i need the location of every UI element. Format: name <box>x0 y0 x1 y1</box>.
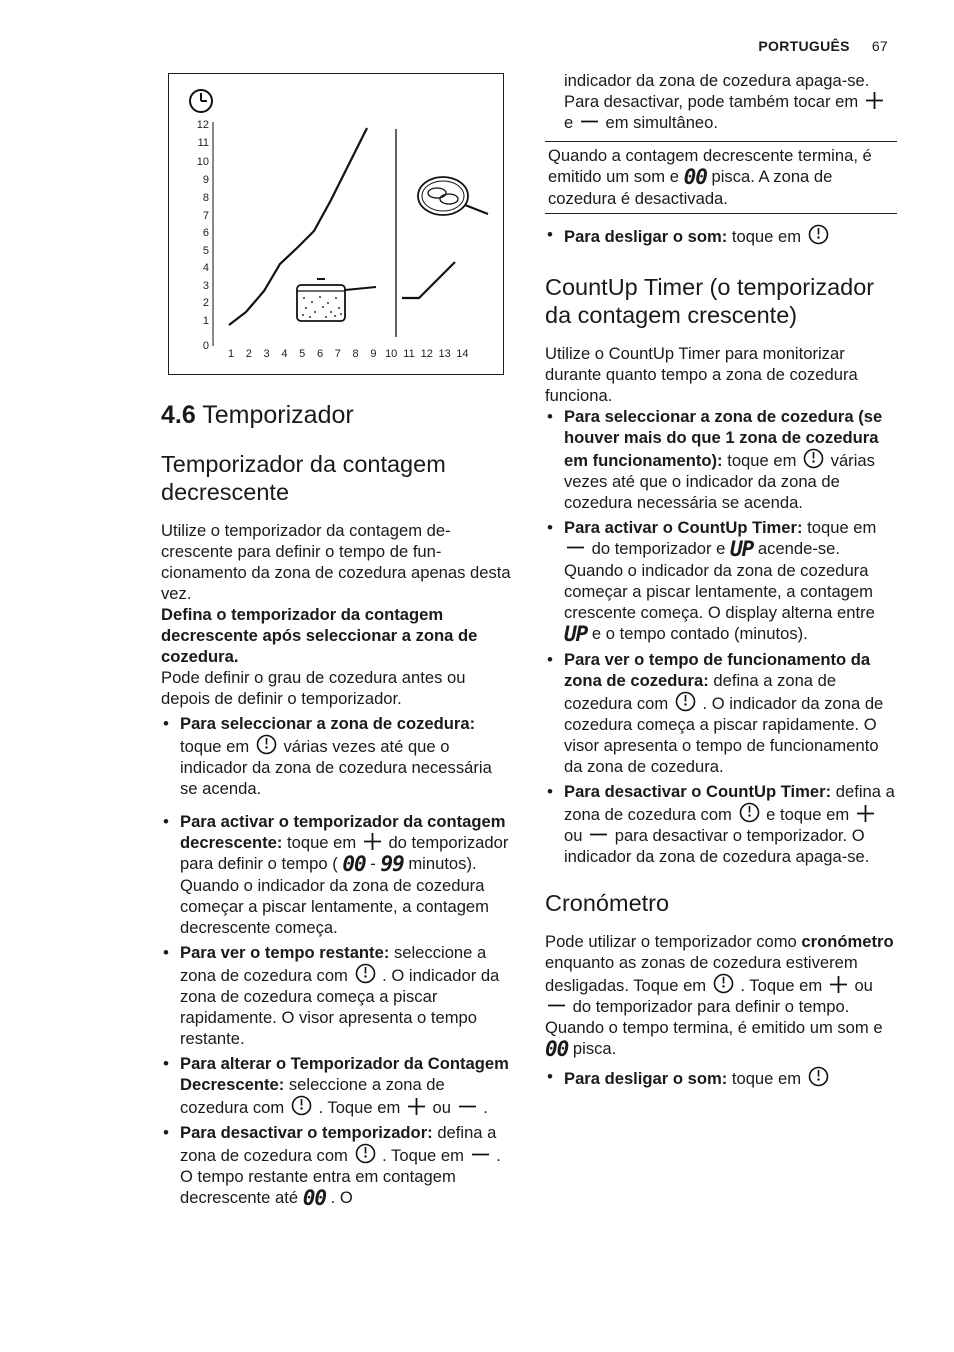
step-label: Para activar o temporizador da contagem decrescente: <box>180 812 506 852</box>
header-language: PORTUGUÊS <box>758 38 850 54</box>
sound-steps <box>545 224 897 247</box>
step-text: . Toque em <box>740 976 823 995</box>
step-text: ou <box>432 1098 451 1117</box>
display-00-icon: 00 <box>545 1037 569 1061</box>
x-tick-label: 5 <box>299 348 306 360</box>
info-box <box>545 141 897 214</box>
step-text: . O <box>330 1188 353 1207</box>
step-text: toque em <box>727 451 797 470</box>
step-text: toque em <box>807 518 877 537</box>
x-tick-label: 1 <box>227 348 235 360</box>
plus-icon <box>829 975 848 994</box>
minus-icon <box>458 1097 477 1116</box>
plus-icon <box>407 1097 426 1116</box>
display-00-icon: 00 <box>302 1186 326 1210</box>
section-heading <box>161 400 513 430</box>
section-title: Temporizador <box>202 401 354 429</box>
step-text: pisca. <box>572 1039 617 1058</box>
list-item <box>545 649 897 777</box>
y-tick-label: 3 <box>202 280 209 292</box>
display-00-icon: 00 <box>683 165 707 189</box>
step-text: várias vezes até que o indicador da zona de cozedura necessária se acenda. <box>564 451 875 512</box>
display-00-icon: 00 <box>342 852 366 876</box>
y-tick-label: 12 <box>196 119 209 131</box>
step-text: e o tempo contado (minutos). <box>591 624 808 643</box>
timer-key-icon <box>256 734 277 755</box>
step-label: Para desligar o som: <box>564 227 728 246</box>
x-tick-label: 8 <box>352 348 359 360</box>
step-label: Para seleccionar a zona de cozedura (se houver mais do que 1 zona de cozedura em funcionamento): <box>564 407 883 470</box>
step-label: Para alterar o Temporizador da Contagem Decrescente: <box>180 1054 509 1094</box>
plus-icon <box>856 804 875 823</box>
timer-key-icon <box>675 691 696 712</box>
countup-intro: Utilize o CountUp Timer para monitorizar durante quanto tempo a zona de cozedura funciona. <box>545 344 858 405</box>
y-tick-labels <box>197 119 209 352</box>
list-item <box>545 1066 897 1089</box>
step-text: defina a zona de cozedura com <box>180 1123 497 1165</box>
step-text: várias vezes até que o indicador da zona de cozedura necessária se acenda. <box>180 737 492 798</box>
x-tick-label: 12 <box>420 348 433 360</box>
left-column <box>161 400 513 1209</box>
x-tick-label: 7 <box>334 348 341 360</box>
y-tick-label: 8 <box>202 192 209 204</box>
step-text: defina a zona de cozedura com <box>564 671 837 713</box>
minus-icon <box>589 825 608 844</box>
step-text: acende-se. Quando o indicador da zona de cozedura começar a piscar lentamente, a contagem crescente começa. O display alterna entre <box>564 539 875 622</box>
countdown-intro: Utilize o temporizador da contagem decrescente para definir o tempo de funcionamento da zona de cozedura apenas desta vez. <box>161 521 511 603</box>
x-tick-label: 11 <box>403 348 415 360</box>
y-tick-label: 1 <box>202 315 209 327</box>
step-text: indicador da zona de cozedura apaga-se. Para desactivar, pode também tocar em <box>564 71 870 111</box>
plus-icon <box>865 91 884 110</box>
step-text: e toque em <box>766 805 850 824</box>
step-text: . O indicador da zona de cozedura começa a piscar rapidamente. O visor apresenta o tempo de funcionamento da zona de cozedura. <box>564 694 884 776</box>
list-item <box>545 224 897 247</box>
step-text: cronómetro <box>801 932 894 951</box>
y-tick-label: 4 <box>202 262 209 274</box>
step-label: Para activar o CountUp Timer: <box>564 518 803 537</box>
step-text: . <box>483 1098 488 1117</box>
list-item <box>161 942 513 1049</box>
step-text: para desactivar o temporizador. O indicador da zona de cozedura apaga-se. <box>564 826 870 866</box>
step-text: . Toque em <box>318 1098 401 1117</box>
step-text: ou <box>564 826 583 845</box>
timer-key-icon <box>803 448 824 469</box>
timer-figure <box>168 73 504 375</box>
minus-icon <box>471 1145 490 1164</box>
frying-pan-icon <box>418 177 488 215</box>
step-text: em simultâneo. <box>605 113 719 132</box>
step-text: defina a zona de cozedura com <box>564 782 895 824</box>
step-text: Pode utilizar o temporizador como <box>545 932 797 951</box>
bold-note: Defina o temporizador da contagem decrescente após seleccionar a zona de cozedura. <box>161 605 478 666</box>
note: Pode definir o grau de cozedura antes ou depois de definir o temporizador. <box>161 668 466 708</box>
countdown-heading: Temporizador da contagem decrescente <box>161 451 446 505</box>
display-99-icon: 99 <box>380 852 404 876</box>
timer-key-icon <box>808 1066 829 1087</box>
y-tick-label: 0 <box>202 340 209 352</box>
page-number: 67 <box>871 38 888 54</box>
step-text: do temporizador para definir o tempo. Quando o tempo termina, é emitido um som e <box>545 997 883 1037</box>
step-text: do temporizador para definir o tempo ( <box>180 833 509 873</box>
timer-key-icon <box>355 963 376 984</box>
x-tick-label: 13 <box>438 348 451 360</box>
step-text: enquanto as zonas de cozedura estiverem desligadas. Toque em <box>545 953 858 995</box>
step-text: . Toque em <box>382 1146 464 1165</box>
continued-text <box>545 70 897 133</box>
countup-steps <box>545 406 897 867</box>
info-text: Quando a contagem decrescente termina, é emitido um som e <box>548 146 872 186</box>
minus-icon <box>566 538 585 557</box>
info-text: pisca. A zona de cozedura é desactivada. <box>548 167 833 208</box>
x-tick-label: 2 <box>245 348 252 360</box>
list-item <box>161 1122 513 1209</box>
list-item <box>161 1053 513 1118</box>
timer-key-icon <box>739 802 760 823</box>
y-tick-label: 10 <box>196 156 209 168</box>
list-item <box>545 406 897 513</box>
y-tick-label: 5 <box>202 245 209 257</box>
step-label: Para ver o tempo de funcionamento da zona de cozedura: <box>564 650 871 690</box>
step-text: toque em <box>731 227 802 246</box>
plus-icon <box>363 832 382 851</box>
sound-steps-2 <box>545 1066 897 1089</box>
step-label: Para desligar o som: <box>564 1069 728 1088</box>
x-tick-label: 9 <box>370 348 377 360</box>
step-text: toque em <box>180 737 250 756</box>
y-tick-label: 6 <box>202 227 209 239</box>
minus-icon <box>547 996 566 1015</box>
step-text: . O indicador da zona de cozedura começa a piscar rapidamente. O visor apresenta o tempo restante. <box>180 966 500 1048</box>
step-label: Para desactivar o CountUp Timer: <box>564 782 832 801</box>
section-number: 4.6 <box>161 401 196 429</box>
step-text: seleccione a zona de cozedura com <box>180 943 487 985</box>
y-tick-label: 7 <box>202 210 209 222</box>
x-tick-label: 6 <box>316 348 324 360</box>
step-label: Para desactivar o temporizador: <box>180 1123 433 1142</box>
list-item <box>545 517 897 645</box>
list-item <box>161 811 513 938</box>
step-text: ou <box>854 976 873 995</box>
x-tick-label: 3 <box>263 348 270 360</box>
curve-fry <box>402 262 455 298</box>
x-tick-label: 10 <box>385 348 398 360</box>
step-text: toque em <box>287 833 357 852</box>
timer-key-icon <box>808 224 829 245</box>
pot-icon <box>297 279 376 321</box>
step-text: e <box>564 113 574 132</box>
list-item <box>545 781 897 867</box>
step-text: - <box>370 854 376 873</box>
page-header <box>758 38 888 54</box>
curve-boil <box>229 128 367 325</box>
step-label: Para ver o tempo restante: <box>180 943 390 962</box>
display-up-icon: UP <box>564 622 588 646</box>
list-item <box>161 713 513 799</box>
timer-key-icon <box>291 1095 312 1116</box>
x-tick-label: 14 <box>456 348 469 360</box>
countup-heading: CountUp Timer (o temporizador da contagem crescente) <box>545 274 875 328</box>
step-text: minutos). Quando o indicador da zona de cozedura começar a piscar lentamente, a contagem decrescente começa. <box>180 854 489 937</box>
x-tick-label: 4 <box>281 348 288 360</box>
x-tick-labels <box>228 348 469 360</box>
y-tick-label: 9 <box>202 174 209 186</box>
minus-icon <box>580 112 599 131</box>
chrono-heading: Cronómetro <box>545 890 670 916</box>
step-label: Para seleccionar a zona de cozedura: <box>180 714 476 733</box>
clock-icon <box>190 90 212 112</box>
y-tick-label: 2 <box>202 297 209 309</box>
countdown-steps <box>161 713 513 1209</box>
step-text: do temporizador e <box>591 539 726 558</box>
step-text: seleccione a zona de cozedura com <box>180 1075 445 1117</box>
display-up-icon: UP <box>730 537 754 561</box>
right-column <box>545 70 897 1089</box>
cooking-time-diagram <box>169 74 503 374</box>
timer-key-icon <box>355 1143 376 1164</box>
y-tick-label: 11 <box>197 137 209 149</box>
timer-key-icon <box>713 973 734 994</box>
chrono-text <box>545 931 897 1060</box>
step-text: . O tempo restante entra em contagem decrescente até <box>180 1146 501 1207</box>
step-text: toque em <box>731 1069 802 1088</box>
